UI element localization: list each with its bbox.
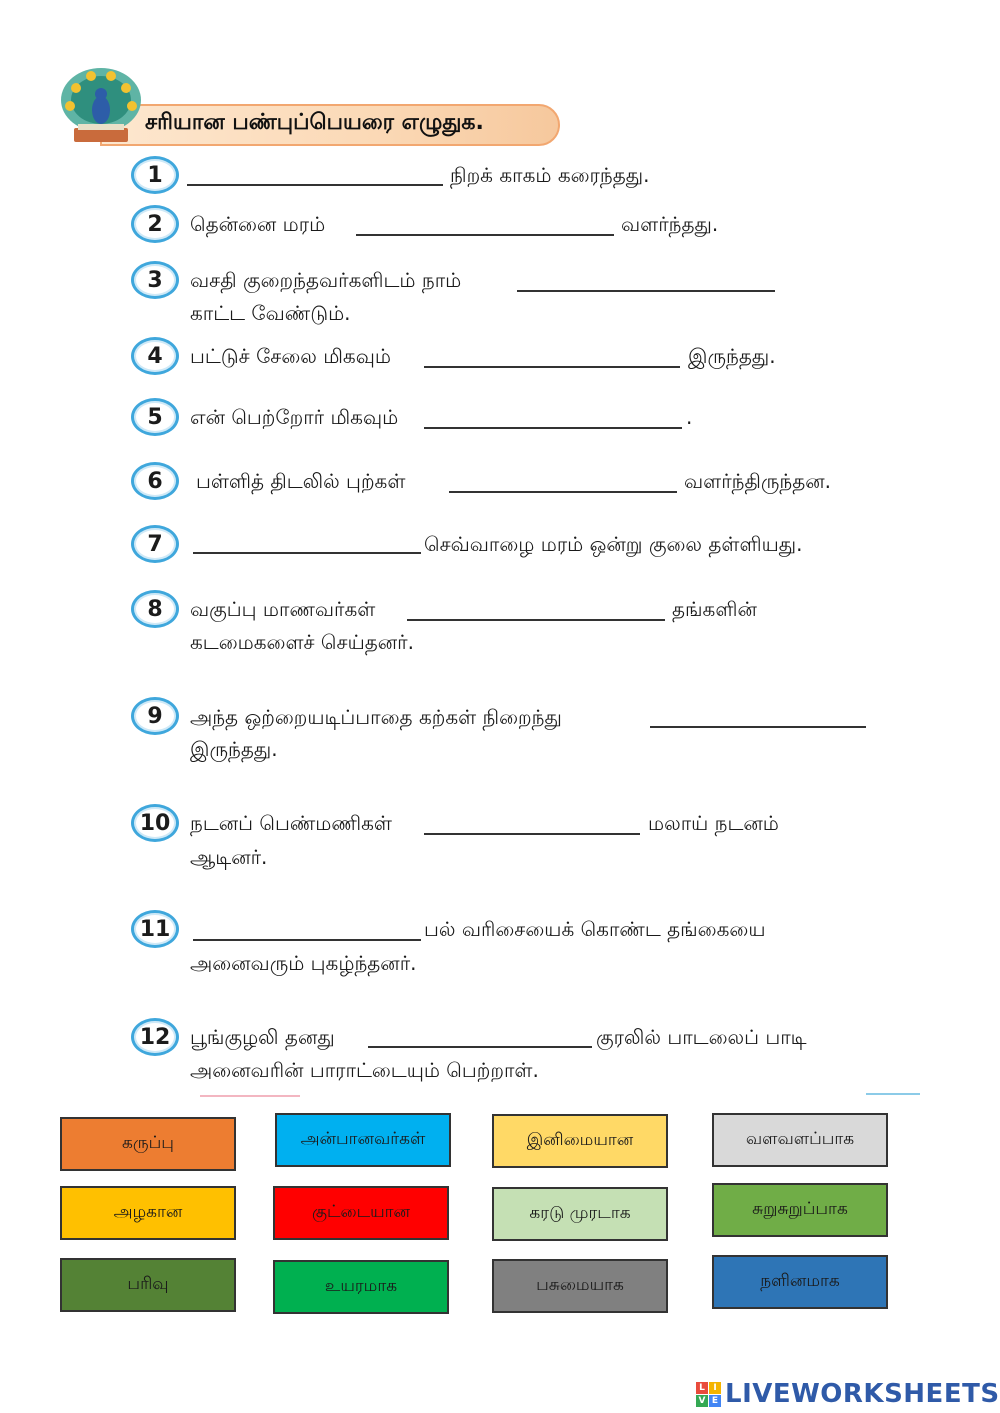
answer-blank[interactable]	[424, 366, 680, 368]
question-text: பல் வரிசையைக் கொண்ட தங்கையை	[424, 917, 766, 941]
question-text: நடனப் பெண்மணிகள்	[190, 811, 392, 835]
question-text: பள்ளித் திடலில் புற்கள்	[196, 469, 406, 493]
answer-option-label: கருப்பு	[122, 1133, 174, 1153]
question-text: தங்களின்	[672, 597, 757, 621]
answer-blank[interactable]	[368, 1046, 592, 1048]
question-text: வசதி குறைந்தவர்களிடம் நாம்	[190, 268, 462, 292]
badge-letter: V	[696, 1395, 708, 1407]
answer-option-box[interactable]	[712, 1255, 888, 1309]
question-number: 8	[131, 590, 179, 628]
answer-option-label: சுறுசுறுப்பாக	[752, 1199, 848, 1219]
logo-text: LIVEWORKSHEETS	[725, 1379, 1000, 1409]
answer-blank[interactable]	[424, 833, 640, 835]
answer-blank[interactable]	[193, 939, 421, 941]
answer-option-box[interactable]	[273, 1186, 449, 1240]
question-number: 3	[131, 261, 179, 299]
divider	[200, 1095, 300, 1097]
answer-option-label: நளினமாக	[760, 1271, 840, 1291]
question-text: தென்னை மரம்	[190, 212, 326, 236]
answer-option-label: உயரமாக	[324, 1276, 398, 1296]
answer-option-box[interactable]	[712, 1113, 888, 1167]
question-number: 12	[131, 1018, 179, 1056]
answer-blank[interactable]	[356, 234, 614, 236]
question-text: .	[686, 405, 693, 429]
question-number: 2	[131, 205, 179, 243]
question-text: செவ்வாழை மரம் ஒன்று குலை தள்ளியது.	[424, 532, 803, 556]
peacock-icon	[56, 64, 146, 148]
answer-option-label: அழகான	[113, 1202, 183, 1222]
question-text-continued: இருந்தது.	[190, 737, 278, 761]
liveworksheets-logo	[696, 1378, 1000, 1410]
answer-blank[interactable]	[193, 552, 421, 554]
answer-option-box[interactable]	[275, 1113, 451, 1167]
answer-option-box[interactable]	[60, 1258, 236, 1312]
logo-badge-icon	[696, 1382, 721, 1407]
question-number: 11	[131, 910, 179, 948]
answer-blank[interactable]	[449, 491, 677, 493]
answer-blank[interactable]	[407, 619, 665, 621]
badge-letter: I	[709, 1382, 721, 1394]
question-text: மலாய் நடனம்	[648, 811, 779, 835]
question-text: நிறக் காகம் கரைந்தது.	[450, 163, 650, 187]
question-text: பட்டுச் சேலை மிகவும்	[190, 344, 391, 368]
answer-option-box[interactable]	[60, 1117, 236, 1171]
answer-option-box[interactable]	[60, 1186, 236, 1240]
question-text-continued: அனைவரும் புகழ்ந்தனர்.	[190, 951, 417, 975]
question-text: குரலில் பாடலைப் பாடி	[596, 1025, 807, 1049]
answer-blank[interactable]	[517, 290, 775, 292]
answer-option-box[interactable]	[492, 1187, 668, 1241]
question-text: அந்த ஒற்றையடிப்பாதை கற்கள் நிறைந்து	[190, 705, 562, 729]
question-text: இருந்தது.	[688, 344, 776, 368]
answer-blank[interactable]	[187, 184, 443, 186]
answer-option-label: வளவளப்பாக	[745, 1129, 855, 1149]
answer-blank[interactable]	[424, 427, 682, 429]
answer-blank[interactable]	[650, 726, 866, 728]
answer-option-label: பரிவு	[127, 1274, 169, 1294]
answer-option-box[interactable]	[273, 1260, 449, 1314]
question-number: 10	[131, 804, 179, 842]
question-number: 1	[131, 156, 179, 194]
question-text: என் பெற்றோர் மிகவும்	[190, 405, 399, 429]
answer-option-label: இனிமையான	[526, 1130, 634, 1150]
question-text-continued: ஆடினர்.	[190, 845, 268, 869]
divider	[866, 1093, 920, 1095]
question-text-continued: அனைவரின் பாராட்டையும் பெற்றாள்.	[190, 1058, 539, 1082]
question-number: 5	[131, 398, 179, 436]
question-text-continued: கடமைகளைச் செய்தனர்.	[190, 630, 414, 654]
question-number: 7	[131, 525, 179, 563]
question-text: வளர்ந்திருந்தன.	[684, 469, 832, 493]
answer-option-box[interactable]	[492, 1114, 668, 1168]
answer-option-label: பசுமையாக	[536, 1275, 624, 1295]
question-number: 4	[131, 337, 179, 375]
question-number: 6	[131, 462, 179, 500]
answer-option-label: அன்பானவர்கள்	[300, 1129, 426, 1149]
badge-letter: L	[696, 1382, 708, 1394]
question-number: 9	[131, 697, 179, 735]
page-title: சரியான பண்புப்பெயரை எழுதுக.	[145, 110, 484, 135]
question-text: வளர்ந்தது.	[621, 212, 719, 236]
answer-option-box[interactable]	[712, 1183, 888, 1237]
question-text: பூங்குழலி தனது	[190, 1025, 335, 1049]
question-text-continued: காட்ட வேண்டும்.	[190, 301, 351, 325]
answer-option-label: கரடு முரடாக	[529, 1203, 631, 1223]
badge-letter: E	[709, 1395, 721, 1407]
answer-option-box[interactable]	[492, 1259, 668, 1313]
question-text: வகுப்பு மாணவர்கள்	[190, 597, 376, 621]
answer-option-label: குட்டையான	[311, 1202, 411, 1222]
